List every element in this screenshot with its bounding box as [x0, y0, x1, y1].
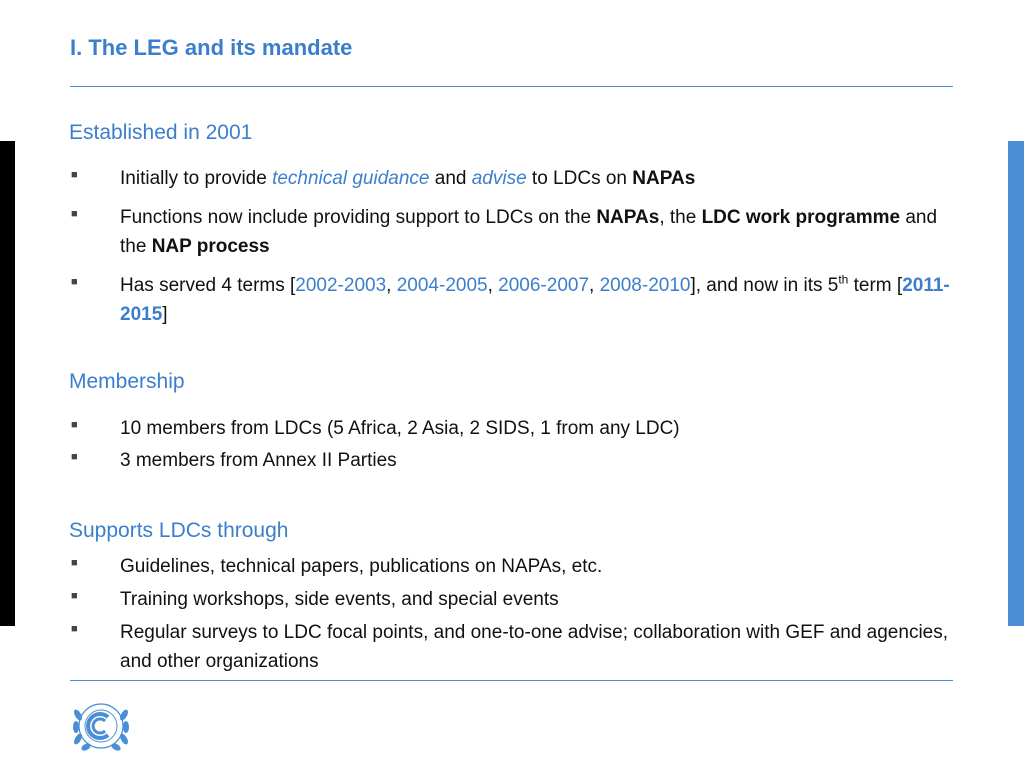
text-run: and the [120, 207, 938, 257]
text-run: and [429, 168, 472, 189]
text-run: to LDCs on [526, 168, 633, 189]
list-item [70, 271, 950, 329]
title-divider [70, 86, 953, 87]
text-run: 2002-2003 [295, 275, 387, 296]
list-item [70, 203, 950, 261]
section-heading-established: Established in 2001 [69, 121, 253, 144]
bullet-marker-icon: ■ [71, 208, 78, 220]
bullet-marker-icon: ■ [71, 623, 78, 635]
text-run: technical guidance [272, 168, 430, 189]
bullet-marker-icon: ■ [71, 557, 78, 569]
text-run: advise [471, 168, 527, 189]
bullet-text [120, 622, 948, 672]
list-item [70, 164, 950, 193]
list-item [70, 414, 950, 443]
text-run: 2011-2015 [120, 275, 950, 325]
text-run: NAP process [151, 236, 270, 257]
list-item [70, 552, 950, 581]
right-edge-bar [1008, 141, 1024, 626]
text-run: Training workshops, side events, and special events [120, 589, 559, 610]
text-run: LDC work programme [701, 207, 901, 228]
text-run: , [386, 275, 397, 296]
list-item [70, 618, 950, 676]
text-run: ], and now in its 5 [690, 275, 839, 296]
bullet-marker-icon: ■ [71, 276, 78, 288]
bullet-list-membership [70, 414, 950, 475]
unfccc-logo-icon [68, 697, 134, 755]
text-run: NAPAs [596, 207, 660, 228]
text-run: Initially to provide [120, 168, 273, 189]
bullet-list-supports [70, 552, 950, 676]
bullet-marker-icon: ■ [71, 419, 78, 431]
text-run: 10 members from LDCs (5 Africa, 2 Asia, 2 SIDS, 1 from any LDC) [120, 418, 680, 439]
text-run: , [589, 275, 600, 296]
footer-divider [70, 680, 953, 681]
text-run: term [ [848, 275, 903, 296]
text-run: 2004-2005 [396, 275, 488, 296]
text-run: NAPAs [632, 168, 696, 189]
bullet-text [120, 418, 680, 439]
text-run: , the [659, 207, 702, 228]
bullet-marker-icon: ■ [71, 590, 78, 602]
text-run: , [487, 275, 499, 296]
section-heading-membership: Membership [69, 370, 185, 393]
bullet-text [120, 207, 937, 257]
bullet-text [120, 272, 950, 325]
list-item [70, 446, 950, 475]
bullet-list-established [70, 164, 950, 329]
slide-title: I. The LEG and its mandate [70, 35, 353, 60]
text-run: Regular surveys to LDC focal points, and one-to-one advise; collaboration with GEF and agencies, and other organizations [120, 622, 949, 672]
section-heading-supports: Supports LDCs through [69, 519, 289, 542]
bullet-text [120, 450, 397, 471]
text-run: 2008-2010 [599, 275, 691, 296]
text-run: 3 members from Annex II Parties [120, 450, 397, 471]
bullet-text [120, 556, 602, 577]
list-item [70, 585, 950, 614]
bullet-text [120, 168, 695, 189]
text-run: th [838, 272, 849, 287]
text-run: Has served 4 terms [ [120, 275, 296, 296]
bullet-marker-icon: ■ [71, 169, 78, 181]
text-run: Guidelines, technical papers, publications on NAPAs, etc. [120, 556, 603, 577]
text-run: Functions now include providing support to LDCs on the [120, 207, 597, 228]
text-run: ] [162, 304, 168, 325]
bullet-marker-icon: ■ [71, 451, 78, 463]
bullet-text [120, 589, 559, 610]
text-run: 2006-2007 [498, 275, 590, 296]
left-edge-bar [0, 141, 15, 626]
